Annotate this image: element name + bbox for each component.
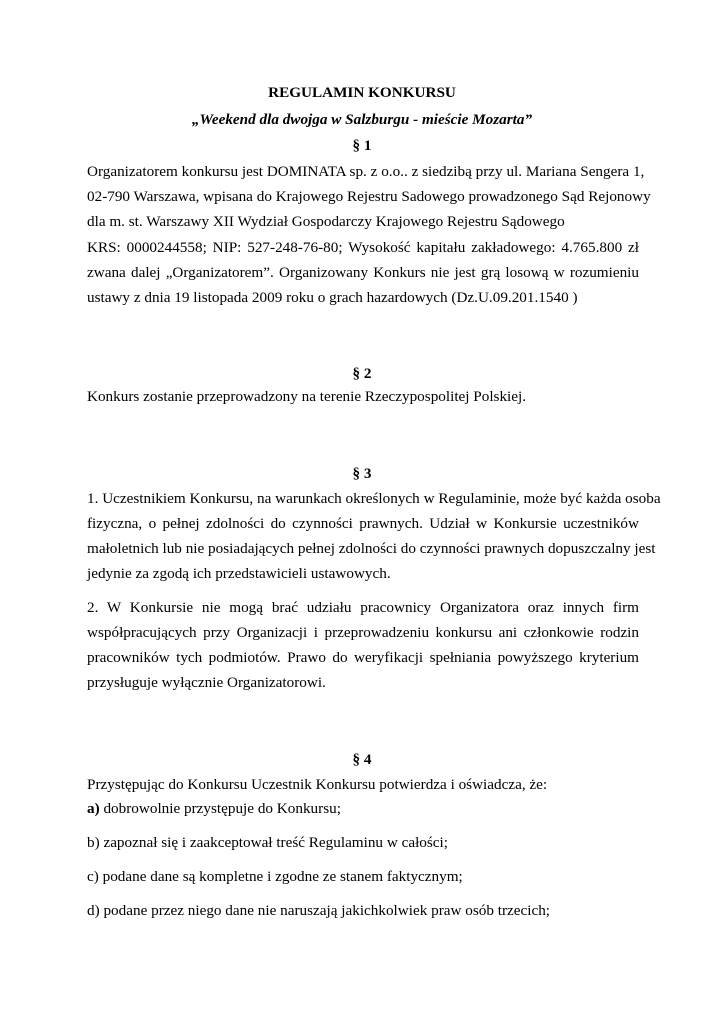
section-1-heading: § 1	[352, 137, 372, 154]
section-3-paragraph-1-line: fizyczna, o pełnej zdolności do czynności prawnych. Udział w Konkursie uczestników	[87, 515, 639, 532]
section-3-paragraph-2-line: współpracujących przy Organizacji i przeprowadzeniu konkursu ani członkowie rodzin	[87, 624, 639, 641]
section-4-item-d: d) podane przez niego dane nie naruszają jakichkolwiek praw osób trzecich;	[87, 902, 551, 919]
section-3-paragraph-1-line: 1. Uczestnikiem Konkursu, na warunkach określonych w Regulaminie, może być każda osoba	[87, 490, 661, 507]
section-3-paragraph-2-line: pracowników tych podmiotów. Prawo do weryfikacji spełniania powyższego kryterium	[87, 649, 639, 666]
section-3-paragraph-1-line: jedynie za zgodą ich przedstawicieli ustawowych.	[87, 565, 391, 582]
section-4-item-c: c) podane dane są kompletne i zgodne ze stanem faktycznym;	[87, 868, 463, 885]
section-4-heading: § 4	[352, 751, 372, 768]
section-2-heading: § 2	[352, 365, 372, 382]
section-1-line: dla m. st. Warszawy XII Wydział Gospodarczy Krajowego Rejestru Sądowego	[87, 213, 565, 230]
section-3-paragraph-1-line: małoletnich lub nie posiadających pełnej zdolności do czynności prawnych dopuszczalny jest	[87, 540, 656, 557]
document-subtitle: „Weekend dla dwojga w Salzburgu - mieście Mozarta”	[191, 111, 533, 128]
section-1-line: 02-790 Warszawa, wpisana do Krajowego Rejestru Sadowego prowadzonego Sąd Rejonowy	[87, 188, 651, 205]
section-3-paragraph-2-line: przysługuje wyłącznie Organizatorowi.	[87, 674, 326, 691]
section-4-item-a-label: a)	[87, 800, 100, 817]
section-4-intro: Przystępując do Konkursu Uczestnik Konkursu potwierdza i oświadcza, że:	[87, 776, 548, 793]
section-1-line: zwana dalej „Organizatorem”. Organizowany Konkurs nie jest grą losową w rozumieniu	[87, 264, 639, 281]
section-1-line: Organizatorem konkursu jest DOMINATA sp. z o.o.. z siedzibą przy ul. Mariana Sengera 1,	[87, 163, 645, 180]
document-title: REGULAMIN KONKURSU	[268, 84, 456, 101]
section-3-heading: § 3	[352, 465, 372, 482]
section-4-item-a	[87, 800, 639, 818]
section-1-line: ustawy z dnia 19 listopada 2009 roku o grach hazardowych (Dz.U.09.201.1540 )	[87, 289, 578, 306]
section-4-item-a-text: dobrowolnie przystępuje do Konkursu;	[99, 800, 341, 817]
section-4-item-b: b) zapoznał się i zaakceptował treść Regulaminu w całości;	[87, 834, 448, 851]
section-2-line: Konkurs zostanie przeprowadzony na terenie Rzeczypospolitej Polskiej.	[87, 388, 527, 405]
section-1-line: KRS: 0000244558; NIP: 527-248-76-80; Wysokość kapitału zakładowego: 4.765.800 zł	[87, 239, 639, 256]
section-3-paragraph-2-line: 2. W Konkursie nie mogą brać udziału pracownicy Organizatora oraz innych firm	[87, 599, 639, 616]
